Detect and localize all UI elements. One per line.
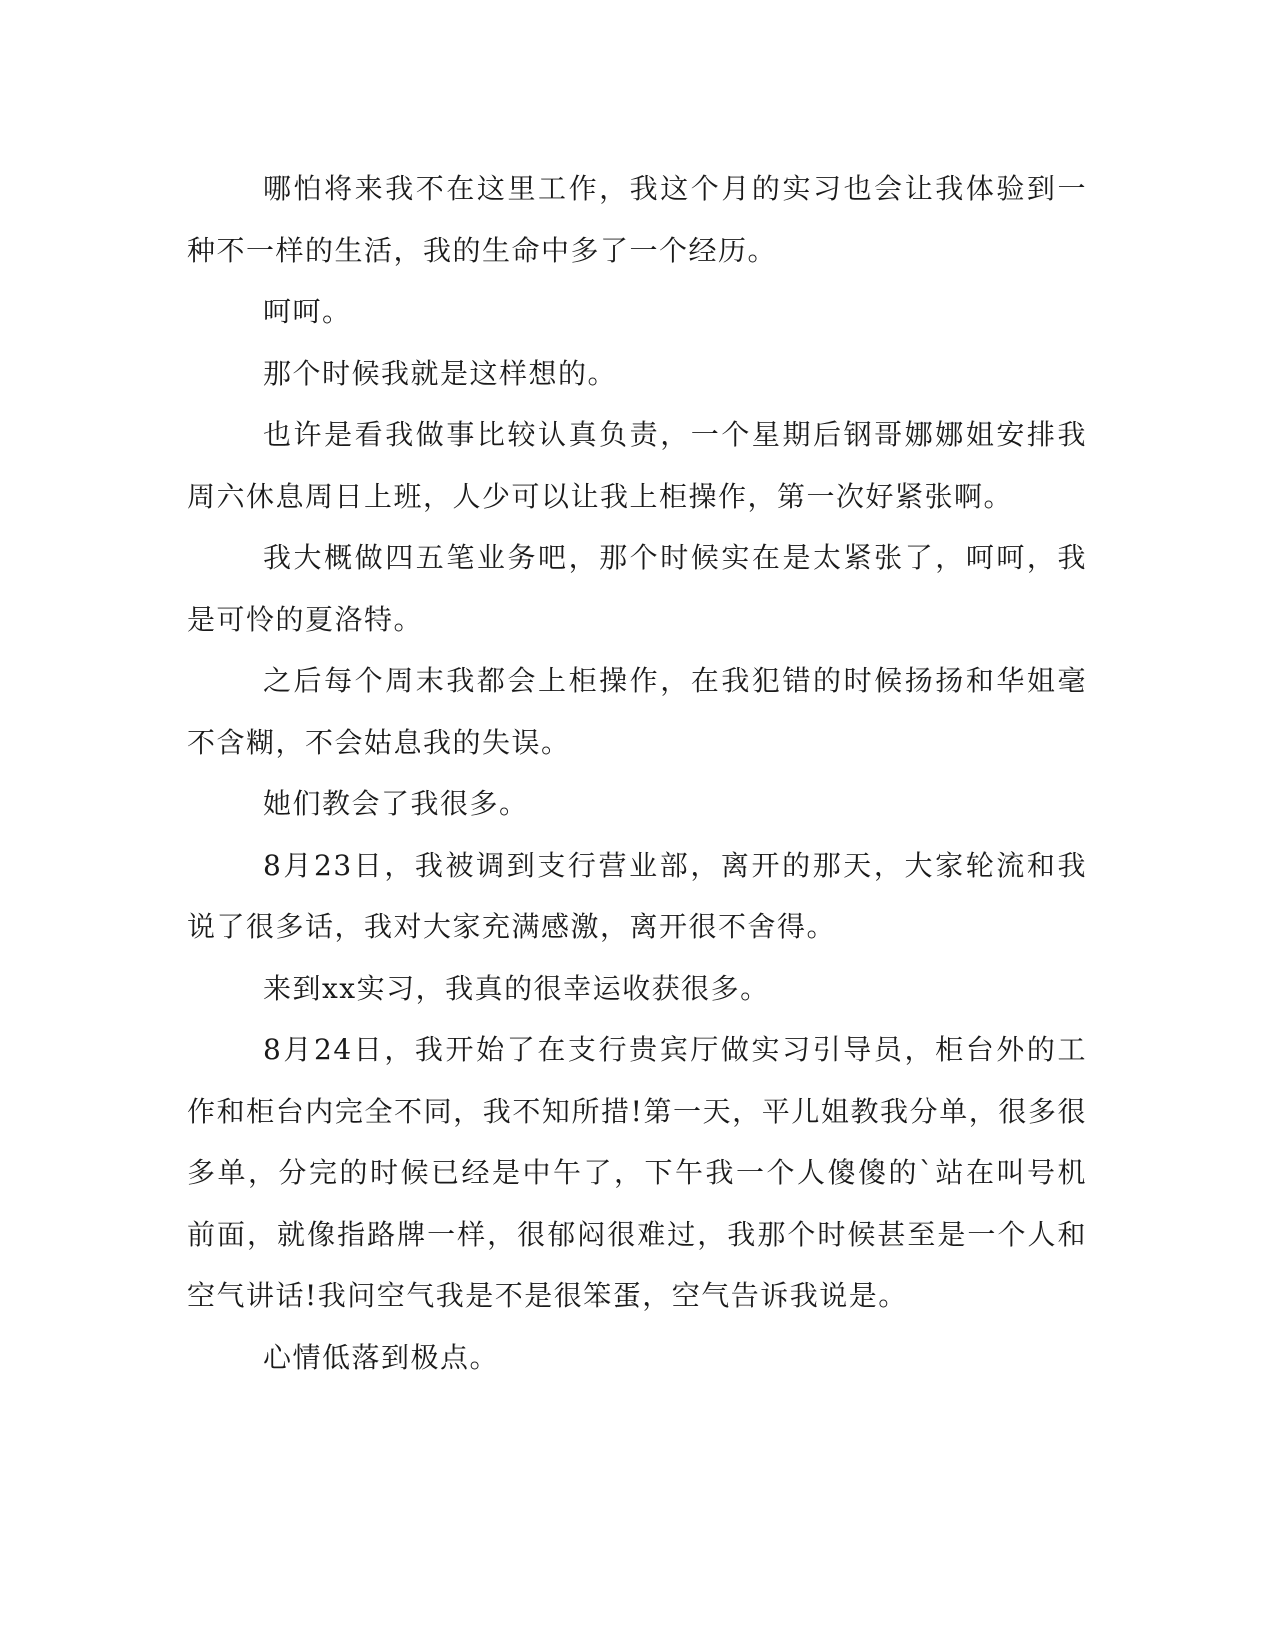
- paragraph-9: 来到xx实习，我真的很幸运收获很多。: [263, 971, 770, 1005]
- paragraph-10: 8月24日，我开始了在支行贵宾厅做实习引导员，柜台外的工作和柜台内完全不同，我不知所措!第一天，平儿姐教我分单，很多很多单，分完的时候已经是中午了，下午我一个人傻傻的`站在叫号机前面，就像指路牌一样，很郁闷很难过，我那个时候甚至是一个人和空气讲话!我问空气我是不是很笨蛋，空气告诉我说是。: [187, 1033, 1087, 1312]
- paragraph-1: 哪怕将来我不在这里工作，我这个月的实习也会让我体验到一种不一样的生活，我的生命中多了一个经历。: [187, 172, 1087, 267]
- paragraph-5: 我大概做四五笔业务吧，那个时候实在是太紧张了，呵呵，我是可怜的夏洛特。: [187, 541, 1087, 636]
- paragraph-3: 那个时候我就是这样想的。: [263, 356, 618, 390]
- paragraph-8: 8月23日，我被调到支行营业部，离开的那天，大家轮流和我说了很多话，我对大家充满感激，离开很不舍得。: [187, 848, 1087, 943]
- paragraph-11: 心情低落到极点。: [263, 1340, 500, 1374]
- paragraph-7: 她们教会了我很多。: [263, 787, 529, 820]
- paragraph-2: 呵呵。: [263, 295, 352, 328]
- document-body: [187, 158, 1087, 1388]
- paragraph-4: 也许是看我做事比较认真负责，一个星期后钢哥娜娜姐安排我周六休息周日上班，人少可以让我上柜操作，第一次好紧张啊。: [187, 418, 1087, 513]
- paragraph-6: 之后每个周末我都会上柜操作，在我犯错的时候扬扬和华姐毫不含糊，不会姑息我的失误。: [187, 664, 1087, 759]
